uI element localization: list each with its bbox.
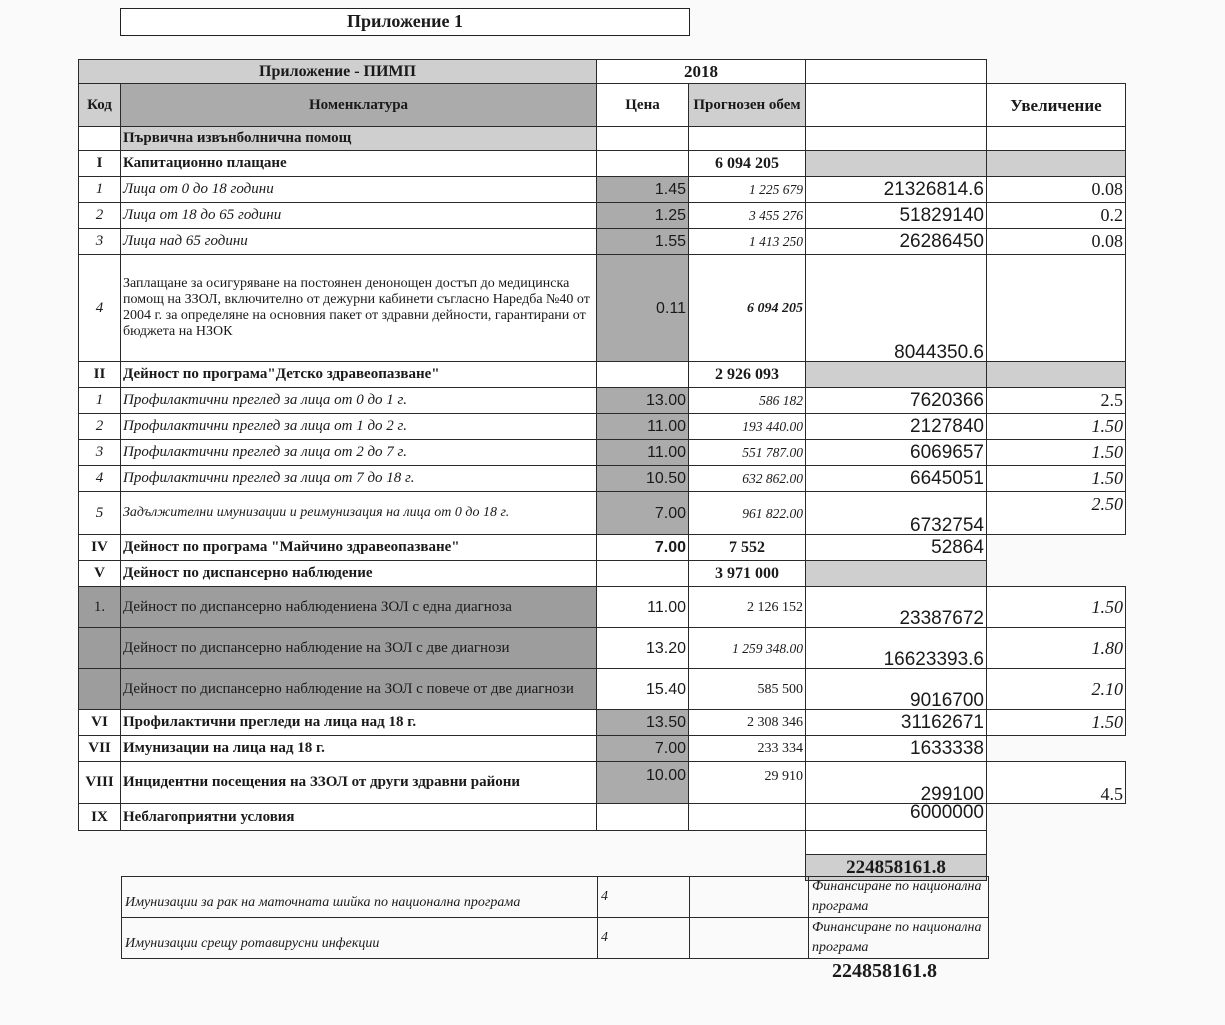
table-row: VII Имунизации на лица над 18 г. 7.00 233 334 1633338 xyxy=(79,736,1126,762)
table-row: VI Профилактични прегледи на лица над 18 г. 13.50 2 308 346 31162671 1.50 xyxy=(79,710,1126,736)
national-program-table xyxy=(121,876,989,959)
table-row: IX Неблагоприятни условия 6000000 xyxy=(79,804,1126,831)
table-title: Приложение - ПИМП xyxy=(79,60,597,84)
table-row: Дейност по диспансерно наблюдение на ЗОЛ с две диагнози 13.20 1 259 348.00 16623393.6 1.80 xyxy=(79,628,1126,669)
header-row xyxy=(79,84,1126,127)
table-title-row xyxy=(79,60,1126,84)
year-cell: 2018 xyxy=(597,60,806,84)
table-row: 4 Профилактични преглед за лица от 7 до 18 г. 10.50 632 862.00 6645051 1.50 xyxy=(79,466,1126,492)
table-row: 3 Лица над 65 години 1.55 1 413 250 26286450 0.08 xyxy=(79,229,1126,255)
header-increase: Увеличение xyxy=(987,84,1126,127)
table-row: 1 Лица от 0 до 18 години 1.45 1 225 679 21326814.6 0.08 xyxy=(79,177,1126,203)
table-row: 2 Профилактични преглед за лица от 1 до 2 г. 11.00 193 440.00 2127840 1.50 xyxy=(79,414,1126,440)
table-row: I Капитационно плащане 6 094 205 xyxy=(79,151,1126,177)
table-row: Имунизации срещу ротавирусни инфекции 4 Финансиране по национална програма xyxy=(122,918,989,959)
table-row: 4 Заплащане за осигуряване на постоянен денонощен достъп до медицинска помощ на ЗЗОЛ, включително от дежурни кабинети съгласно Наредба №40 от 2004 г. за определяне на основния пакет от здравни дейности, гарантирани от бюджета на НЗОК 0.11 6 094 205 8044350.6 xyxy=(79,255,1126,362)
grand-total: 224858161.8 xyxy=(832,960,937,982)
document-title: Приложение 1 xyxy=(120,8,690,36)
empty-cell xyxy=(806,60,987,84)
table-row: Имунизации за рак на маточната шийка по национална програма 4 Финансиране по национална програма xyxy=(122,877,989,918)
total-amount: 224858161.8 xyxy=(806,855,987,881)
table-row: II Дейност по програма"Детско здравеопазване" 2 926 093 xyxy=(79,362,1126,388)
table-row: IV Дейност по програма "Майчино здравеопазване" 7.00 7 552 52864 xyxy=(79,535,1126,561)
table-row: 1. Дейност по диспансерно наблюдениена ЗОЛ с една диагноза 11.00 2 126 152 23387672 1.50 xyxy=(79,587,1126,628)
header-volume: Прогнозен обем xyxy=(689,84,806,127)
header-nomenclature: Номенклатура xyxy=(121,84,597,127)
table-row: 1 Профилактични преглед за лица от 0 до 1 г. 13.00 586 182 7620366 2.5 xyxy=(79,388,1126,414)
table-row: VIII Инцидентни посещения на ЗЗОЛ от други здравни райони 10.00 29 910 299100 4.5 xyxy=(79,762,1126,804)
table-row: Дейност по диспансерно наблюдение на ЗОЛ с повече от две диагнози 15.40 585 500 9016700 2.10 xyxy=(79,669,1126,710)
table-row: 3 Профилактични преглед за лица от 2 до 7 г. 11.00 551 787.00 6069657 1.50 xyxy=(79,440,1126,466)
header-price: Цена xyxy=(597,84,689,127)
header-code: Код xyxy=(79,84,121,127)
section-row xyxy=(79,127,1126,151)
table-row: 2 Лица от 18 до 65 години 1.25 3 455 276 51829140 0.2 xyxy=(79,203,1126,229)
section-primary: Първична извънболнична помощ xyxy=(121,127,597,151)
table-row: V Дейност по диспансерно наблюдение 3 971 000 xyxy=(79,561,1126,587)
pimp-table xyxy=(78,59,1126,881)
table-row: 5 Задължителни имунизации и реимунизация на лица от 0 до 18 г. 7.00 961 822.00 6732754 2.50 xyxy=(79,492,1126,535)
